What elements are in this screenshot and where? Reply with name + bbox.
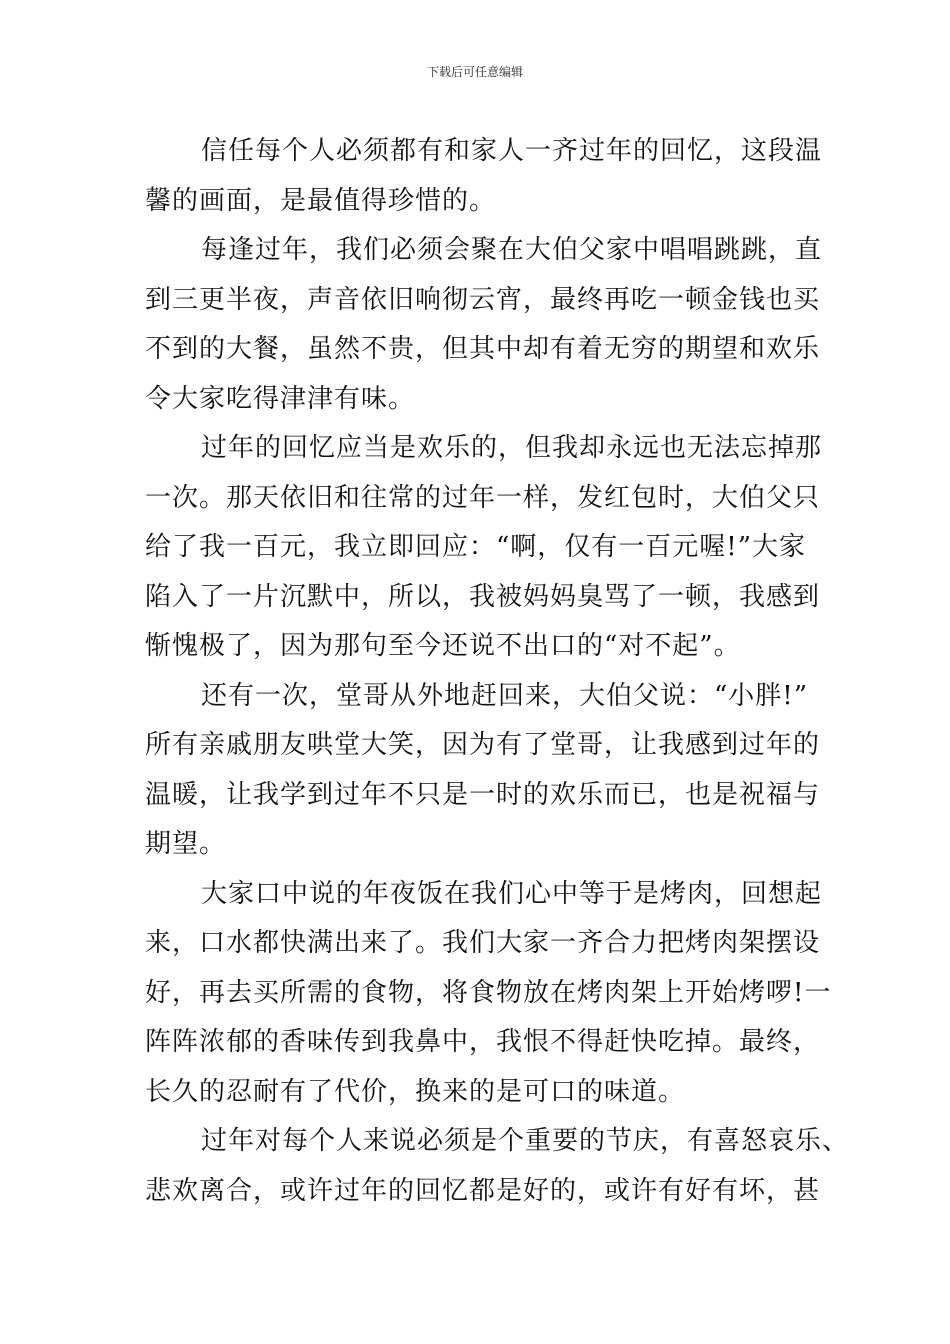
text-line: 给了我一百元，我立即回应：“啊，仅有一百元喔!”大家 (145, 532, 807, 562)
page-header: 下载后可任意编辑 (426, 65, 523, 79)
text-line: 长久的忍耐有了代价，换来的是可口的味道。 (145, 1076, 686, 1107)
text-line: 到三更半夜，声音依旧响彻云宵，最终再吃一顿金钱也买 (145, 284, 821, 315)
text-line: 大家口中说的年夜饭在我们心中等于是烤肉，回想起 (201, 878, 823, 909)
text-line: 来，口水都快满出来了。我们大家一齐合力把烤肉架摆设 (145, 928, 821, 958)
text-line: 惭愧极了，因为那句至今还说不出口的“对不起”。 (145, 631, 741, 661)
text-line: 阵阵浓郁的香味传到我鼻中，我恨不得赶快吃掉。最终， (145, 1027, 821, 1057)
text-line: 过年对每个人来说必须是个重要的节庆，有喜怒哀乐、 (201, 1126, 850, 1156)
text-line: 好，再去买所需的食物，将食物放在烤肉架上开始烤啰!一 (145, 977, 832, 1008)
text-line: 一次。那天依旧和往常的过年一样，发红包时，大伯父只 (145, 482, 821, 513)
text-line: 悲欢离合，或许过年的回忆都是好的，或许有好有坏，甚 (145, 1175, 821, 1206)
text-line: 温暖，让我学到过年不只是一时的欢乐而已，也是祝福与 (145, 779, 821, 810)
text-line: 馨的画面，是最值得珍惜的。 (145, 185, 497, 216)
document-body (145, 127, 850, 1216)
text-line: 不到的大餐，虽然不贵，但其中却有着无穷的期望和欢乐 (145, 334, 821, 364)
text-line: 还有一次，堂哥从外地赶回来，大伯父说：“小胖!” (201, 680, 809, 711)
text-line: 令大家吃得津津有味。 (145, 383, 416, 414)
text-line: 每逢过年，我们必须会聚在大伯父家中唱唱跳跳，直 (201, 235, 823, 265)
text-line: 陷入了一片沉默中，所以，我被妈妈臭骂了一顿，我感到 (145, 581, 821, 612)
text-line: 期望。 (145, 829, 227, 859)
text-line: 过年的回忆应当是欢乐的，但我却永远也无法忘掉那 (201, 433, 823, 463)
text-line: 所有亲戚朋友哄堂大笑，因为有了堂哥，让我感到过年的 (145, 730, 821, 760)
text-line: 信任每个人必须都有和家人一齐过年的回忆，这段温 (201, 136, 823, 166)
